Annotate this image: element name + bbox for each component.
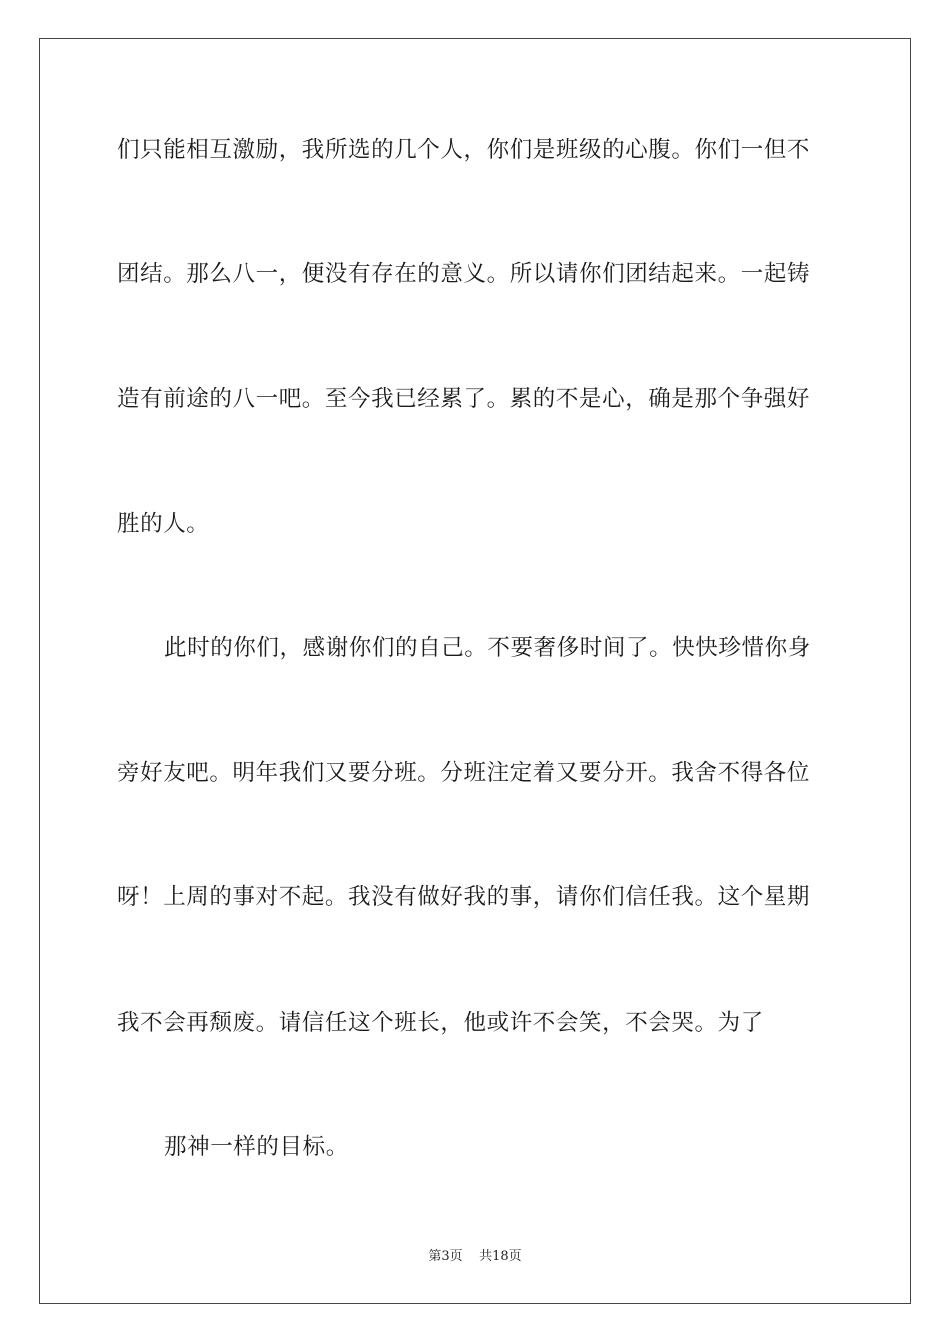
text-line: 团结。那么八一，便没有存在的意义。所以请你们团结起来。一起铸 <box>117 261 811 287</box>
text-line: 胜的人。 <box>117 511 210 537</box>
text-line: 旁好友吧。明年我们又要分班。分班注定着又要分开。我舍不得各位 <box>117 760 811 786</box>
text-line: 呀！上周的事对不起。我没有做好我的事，请你们信任我。这个星期 <box>117 884 811 910</box>
text-line: 造有前途的八一吧。至今我已经累了。累的不是心，确是那个争强好 <box>117 386 811 412</box>
paragraph-first-line: 那神一样的目标。 <box>164 1134 349 1160</box>
text-line: 们只能相互激励，我所选的几个人，你们是班级的心腹。你们一但不 <box>117 137 811 163</box>
text-line: 我不会再颓废。请信任这个班长，他或许不会笑，不会哭。为了 <box>117 1010 764 1036</box>
paragraph-first-line: 此时的你们，感谢你们的自己。不要奢侈时间了。快快珍惜你身 <box>164 635 811 661</box>
page-border <box>39 38 911 1304</box>
page-number-footer: 第3页 共18页 <box>428 1249 522 1264</box>
